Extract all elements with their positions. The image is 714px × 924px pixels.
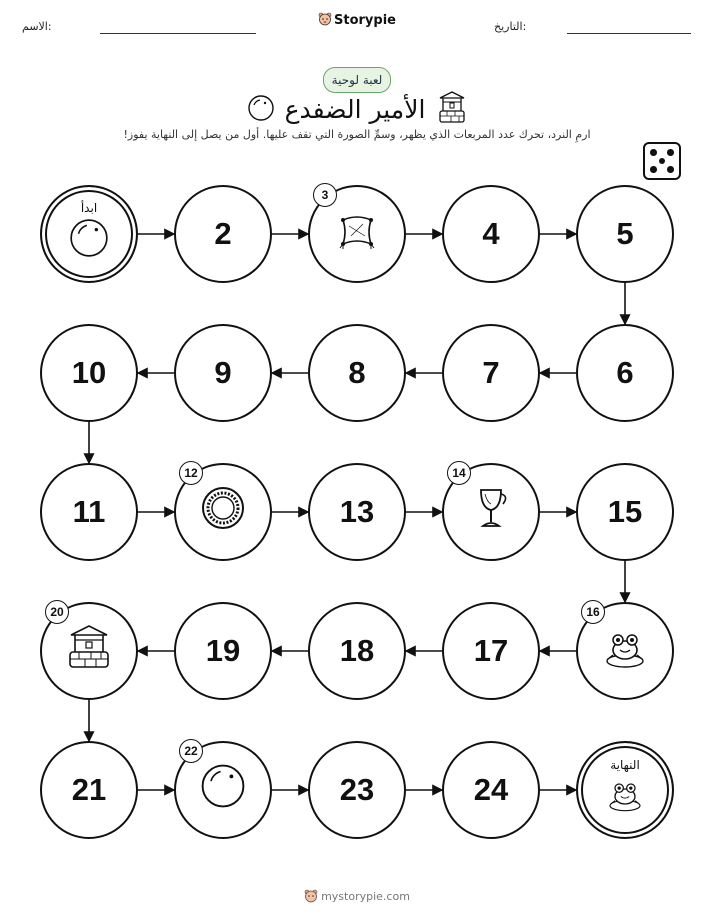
pillow-icon [333, 206, 381, 262]
space-number: 9 [214, 355, 232, 390]
space-number: 18 [339, 633, 375, 668]
board-space-15 [576, 463, 674, 561]
board-space-23 [308, 741, 406, 839]
goblet-icon [467, 484, 515, 540]
space-number: 21 [71, 772, 107, 807]
space-number: 11 [72, 494, 106, 529]
space-number: 17 [473, 633, 509, 668]
space-number: 24 [473, 772, 509, 807]
board-space-24 [442, 741, 540, 839]
end-label: النهاية [610, 758, 640, 772]
board-space-8 [308, 324, 406, 422]
board-space-21 [40, 741, 138, 839]
instructions: ارمِ النرد، تحرك عدد المربعات الذي يظهر، وسمِّ الصورة التي تقف عليها. أول من يصل إلى النهاية يفوز! [123, 128, 591, 141]
board-space-13 [308, 463, 406, 561]
game-type-badge: لعبة لوحية [323, 67, 391, 93]
footer [0, 889, 714, 903]
board-space-5 [576, 185, 674, 283]
board-space-17 [442, 602, 540, 700]
board-space-6 [576, 324, 674, 422]
space-number: 10 [71, 355, 107, 390]
board-space-18 [308, 602, 406, 700]
space-number: 5 [616, 216, 634, 251]
start-label: ابدأ [80, 201, 98, 215]
well-icon [65, 623, 113, 679]
board-space-7 [442, 324, 540, 422]
game-title: الأمير الضفدع [284, 95, 426, 124]
space-number-badge: 3 [313, 183, 337, 207]
board-space-11 [40, 463, 138, 561]
board-start [40, 185, 138, 283]
space-number: 19 [205, 633, 241, 668]
footer-url: mystorypie.com [321, 890, 410, 903]
space-number: 7 [482, 355, 500, 390]
space-number: 2 [214, 216, 232, 251]
space-number-badge: 20 [45, 600, 69, 624]
golden-ball-icon [199, 484, 247, 540]
space-number-badge: 22 [179, 739, 203, 763]
bubble-icon [68, 217, 110, 267]
storypie-bear-icon [304, 889, 318, 903]
board-space-2 [174, 185, 272, 283]
space-number-badge: 16 [581, 600, 605, 624]
bubble-icon [199, 762, 247, 818]
space-number: 8 [348, 355, 366, 390]
board-space-10 [40, 324, 138, 422]
board-space-19 [174, 602, 272, 700]
board-end [576, 741, 674, 839]
space-number: 15 [607, 494, 643, 529]
frog-icon [601, 623, 649, 679]
space-number: 4 [482, 216, 500, 251]
date-label: التاريخ: [494, 20, 527, 33]
space-number-badge: 12 [179, 461, 203, 485]
space-number: 13 [339, 494, 375, 529]
name-label: الاسم: [22, 20, 52, 33]
board-space-9 [174, 324, 272, 422]
space-number: 23 [339, 772, 375, 807]
board-space-4 [442, 185, 540, 283]
space-number-badge: 14 [447, 461, 471, 485]
brand-name: Storypie [334, 13, 396, 28]
space-number: 6 [616, 355, 634, 390]
frog-icon [605, 774, 645, 822]
